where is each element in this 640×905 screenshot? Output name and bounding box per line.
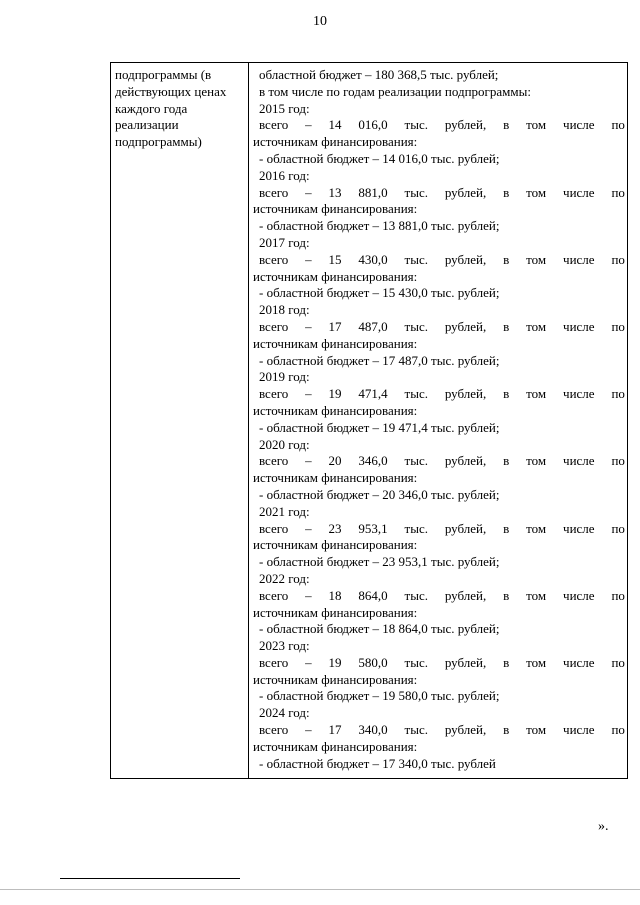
year-block: [253, 705, 625, 772]
total-line-word: числе: [563, 251, 595, 267]
year-label: 2018 год:: [259, 302, 310, 318]
total-line-word: 580,0: [358, 654, 388, 670]
regional-budget-line: - областной бюджет – 15 430,0 тыс. рублей;: [259, 285, 500, 301]
regional-budget-line: - областной бюджет – 13 881,0 тыс. рублей;: [259, 218, 500, 234]
total-line-word: всего: [259, 587, 289, 603]
funding-sources-label: источникам финансирования:: [253, 470, 418, 486]
total-line-word: 17: [328, 722, 342, 738]
total-line-word: тыс.: [404, 587, 428, 603]
year-block: [253, 571, 625, 638]
total-line-word: в: [503, 251, 510, 267]
total-line-word: тыс.: [404, 453, 428, 469]
years-list: [253, 101, 625, 773]
total-line-word: числе: [563, 453, 595, 469]
total-line-word: том: [526, 251, 547, 267]
total-line-word: тыс.: [404, 251, 428, 267]
total-line-word: всего: [259, 453, 289, 469]
parameter-name-line: действующих ценах: [115, 83, 227, 99]
total-line-word: тыс.: [404, 386, 428, 402]
total-line-word: –: [305, 251, 312, 267]
page-bottom-edge: [0, 889, 640, 890]
total-line-word: в: [503, 654, 510, 670]
funding-sources-label: источникам финансирования:: [253, 537, 418, 553]
page-number: 10: [313, 14, 327, 29]
total-line-word: 471,4: [358, 386, 388, 402]
parameter-name-line: подпрограммы (в: [115, 67, 212, 82]
total-line-word: в: [503, 722, 510, 738]
total-line-word: в: [503, 453, 510, 469]
funding-sources-label: источникам финансирования:: [253, 738, 418, 754]
funding-table: [110, 62, 628, 779]
funding-sources-label: источникам финансирования:: [253, 134, 418, 150]
regional-budget-line: - областной бюджет – 23 953,1 тыс. рублей;: [259, 554, 500, 570]
funding-sources-label: источникам финансирования:: [253, 604, 418, 620]
total-line-word: 14: [328, 117, 342, 133]
year-total-line: [253, 453, 625, 470]
total-line-word: по: [611, 318, 625, 334]
parameter-name-line: реализации: [115, 117, 179, 133]
total-line-word: том: [526, 587, 547, 603]
total-line-word: 15: [328, 251, 342, 267]
table-row: [111, 63, 628, 779]
total-line-word: 864,0: [358, 587, 388, 603]
year-total-line: [253, 252, 625, 269]
total-line-word: том: [526, 184, 547, 200]
total-line-word: том: [526, 453, 547, 469]
total-line-word: по: [611, 520, 625, 536]
funding-details-cell: [249, 63, 628, 779]
total-line-word: по: [611, 117, 625, 133]
funding-sources-label: источникам финансирования:: [253, 335, 418, 351]
total-line-word: рублей,: [444, 117, 487, 133]
regional-budget-line: - областной бюджет – 19 580,0 тыс. рублей;: [259, 688, 500, 704]
year-total-line: [253, 521, 625, 538]
total-line-word: рублей,: [444, 587, 487, 603]
total-line-word: тыс.: [404, 184, 428, 200]
total-line-word: рублей,: [444, 654, 487, 670]
regional-budget-line: - областной бюджет – 20 346,0 тыс. рублей;: [259, 486, 500, 502]
total-line-word: –: [305, 117, 312, 133]
total-line-word: –: [305, 722, 312, 738]
total-line-word: в: [503, 587, 510, 603]
total-line-word: рублей,: [444, 520, 487, 536]
total-line-word: 487,0: [358, 318, 388, 334]
total-line-word: –: [305, 453, 312, 469]
parameter-name-cell: [111, 63, 249, 779]
total-line-word: тыс.: [404, 318, 428, 334]
year-block: [253, 369, 625, 436]
total-line-word: –: [305, 318, 312, 334]
total-line-word: рублей,: [444, 722, 487, 738]
total-line-word: тыс.: [404, 117, 428, 133]
total-line-word: по: [611, 722, 625, 738]
total-line-word: 19: [328, 654, 342, 670]
year-label: 2017 год:: [259, 234, 310, 250]
total-line-word: 18: [328, 587, 342, 603]
funding-sources-label: источникам финансирования:: [253, 201, 418, 217]
total-line-word: 430,0: [358, 251, 388, 267]
year-label: 2024 год:: [259, 705, 310, 721]
total-line-word: том: [526, 117, 547, 133]
year-label: 2021 год:: [259, 503, 310, 519]
year-block: [253, 235, 625, 302]
year-block: [253, 638, 625, 705]
closing-quote-mark: ».: [598, 819, 609, 834]
total-line-word: числе: [563, 520, 595, 536]
total-line-word: 340,0: [358, 722, 388, 738]
total-line-word: том: [526, 386, 547, 402]
total-line-word: 19: [328, 386, 342, 402]
total-line-word: 346,0: [358, 453, 388, 469]
total-line-word: числе: [563, 654, 595, 670]
year-block: [253, 302, 625, 369]
parameter-name-line: подпрограммы): [115, 134, 202, 150]
total-line-word: 23: [328, 520, 342, 536]
year-label: 2016 год:: [259, 167, 310, 183]
footnote-separator: [60, 878, 240, 879]
total-line-word: тыс.: [404, 520, 428, 536]
year-total-line: [253, 319, 625, 336]
total-line-word: 881,0: [358, 184, 388, 200]
total-line-word: тыс.: [404, 654, 428, 670]
total-budget-line: областной бюджет – 180 368,5 тыс. рублей;: [259, 67, 499, 82]
regional-budget-line: - областной бюджет – 17 340,0 тыс. рублей: [259, 755, 496, 771]
total-line-word: рублей,: [444, 184, 487, 200]
funding-sources-label: источникам финансирования:: [253, 402, 418, 418]
total-line-word: по: [611, 453, 625, 469]
year-total-line: [253, 185, 625, 202]
total-line-word: всего: [259, 251, 289, 267]
total-line-word: по: [611, 386, 625, 402]
total-line-word: том: [526, 722, 547, 738]
year-total-line: [253, 588, 625, 605]
total-line-word: всего: [259, 318, 289, 334]
year-label: 2022 год:: [259, 570, 310, 586]
total-line-word: в: [503, 117, 510, 133]
total-line-word: 016,0: [358, 117, 388, 133]
year-block: [253, 168, 625, 235]
total-line-word: –: [305, 520, 312, 536]
year-total-line: [253, 655, 625, 672]
total-line-word: том: [526, 318, 547, 334]
total-line-word: числе: [563, 587, 595, 603]
total-line-word: тыс.: [404, 722, 428, 738]
total-line-word: числе: [563, 117, 595, 133]
total-line-word: в: [503, 520, 510, 536]
total-line-word: рублей,: [444, 453, 487, 469]
total-line-word: по: [611, 184, 625, 200]
year-total-line: [253, 722, 625, 739]
year-block: [253, 504, 625, 571]
regional-budget-line: - областной бюджет – 19 471,4 тыс. рублей;: [259, 419, 500, 435]
total-line-word: всего: [259, 184, 289, 200]
total-line-word: рублей,: [444, 251, 487, 267]
year-label: 2020 год:: [259, 436, 310, 452]
total-line-word: –: [305, 184, 312, 200]
regional-budget-line: - областной бюджет – 18 864,0 тыс. рублей;: [259, 621, 500, 637]
total-line-word: в: [503, 184, 510, 200]
total-line-word: том: [526, 654, 547, 670]
total-line-word: всего: [259, 722, 289, 738]
total-line-word: том: [526, 520, 547, 536]
year-label: 2023 год:: [259, 638, 310, 654]
funding-sources-label: источникам финансирования:: [253, 671, 418, 687]
total-line-word: числе: [563, 386, 595, 402]
total-line-word: числе: [563, 722, 595, 738]
total-line-word: в: [503, 318, 510, 334]
regional-budget-line: - областной бюджет – 14 016,0 тыс. рублей;: [259, 150, 500, 166]
years-intro-line: в том числе по годам реализации подпрограммы:: [259, 83, 531, 99]
year-label: 2015 год:: [259, 100, 310, 116]
total-line-word: всего: [259, 386, 289, 402]
total-line-word: по: [611, 587, 625, 603]
total-line-word: рублей,: [444, 386, 487, 402]
year-label: 2019 год:: [259, 369, 310, 385]
parameter-name-line: каждого года: [115, 100, 188, 116]
year-block: [253, 437, 625, 504]
total-line-word: –: [305, 386, 312, 402]
total-line-word: по: [611, 654, 625, 670]
total-line-word: 13: [328, 184, 342, 200]
year-total-line: [253, 386, 625, 403]
total-line-word: –: [305, 587, 312, 603]
total-line-word: в: [503, 386, 510, 402]
year-block: [253, 101, 625, 168]
total-line-word: 953,1: [358, 520, 388, 536]
total-line-word: –: [305, 654, 312, 670]
regional-budget-line: - областной бюджет – 17 487,0 тыс. рублей;: [259, 352, 500, 368]
total-line-word: всего: [259, 520, 289, 536]
total-line-word: числе: [563, 184, 595, 200]
year-total-line: [253, 117, 625, 134]
total-line-word: рублей,: [444, 318, 487, 334]
total-line-word: 17: [328, 318, 342, 334]
total-line-word: всего: [259, 117, 289, 133]
funding-sources-label: источникам финансирования:: [253, 268, 418, 284]
total-line-word: всего: [259, 654, 289, 670]
total-line-word: по: [611, 251, 625, 267]
total-line-word: 20: [328, 453, 342, 469]
total-line-word: числе: [563, 318, 595, 334]
